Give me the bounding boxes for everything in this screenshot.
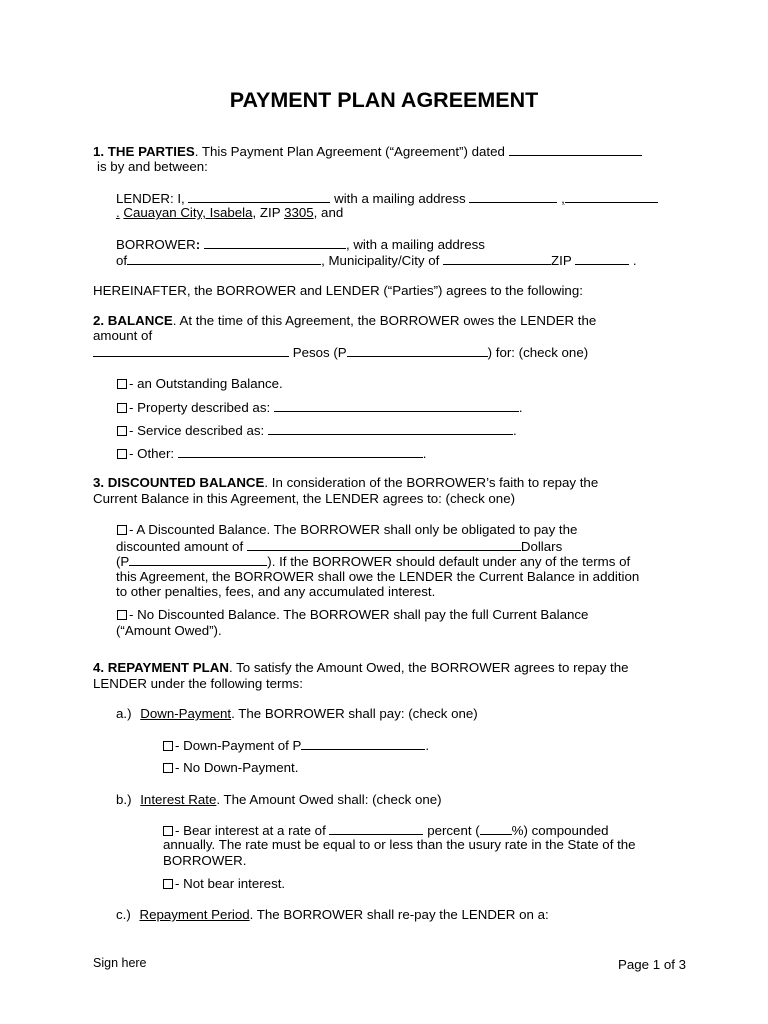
discounted-option-a-line-4: this Agreement, the BORROWER shall owe the LENDER the Current Balance in addition — [116, 569, 640, 584]
checkbox-other[interactable] — [117, 449, 127, 459]
discounted-option-a-line-5: to other penalties, fees, and any accumulated interest. — [116, 584, 436, 599]
balance-amount-words-blank[interactable] — [93, 344, 289, 357]
borrower-name-blank[interactable] — [204, 236, 346, 249]
borrower-zip-blank[interactable] — [575, 252, 629, 265]
lender-address-blank[interactable] — [469, 190, 557, 203]
sign-here-label[interactable]: Sign here — [93, 956, 147, 970]
balance-amount-number-blank[interactable] — [347, 344, 488, 357]
checkbox-no-discounted-balance[interactable] — [117, 610, 127, 620]
discounted-option-a-line-2: discounted amount of Dollars — [116, 539, 563, 554]
checkbox-outstanding-balance[interactable] — [117, 379, 127, 389]
borrower-line-1: BORROWER: , with a mailing address — [116, 237, 485, 252]
discounted-heading: 3. DISCOUNTED BALANCE — [93, 475, 265, 490]
interest-percent-blank[interactable] — [480, 822, 512, 835]
repayment-a-option-1[interactable]: - Down-Payment of P . — [163, 737, 429, 754]
lender-line-1: LENDER: I, with a mailing address , — [116, 190, 658, 207]
repayment-heading: 4. REPAYMENT PLAN — [93, 660, 229, 675]
other-description-blank[interactable] — [178, 445, 423, 458]
lender-name-blank[interactable] — [188, 190, 330, 203]
repayment-line-1: 4. REPAYMENT PLAN. To satisfy the Amount Owed, the BORROWER agrees to repay the — [93, 660, 629, 675]
checkbox-down-payment[interactable] — [163, 741, 173, 751]
borrower-address-blank[interactable] — [127, 252, 321, 265]
repayment-b-option-2[interactable]: - Not bear interest. — [163, 876, 285, 892]
balance-option-service[interactable]: - Service described as: . — [117, 422, 517, 439]
checkbox-no-down-payment[interactable] — [163, 763, 173, 773]
service-description-blank[interactable] — [268, 422, 513, 435]
discounted-amount-words-blank[interactable] — [247, 538, 521, 551]
discounted-option-a-line-1[interactable]: - A Discounted Balance. The BORROWER shall only be obligated to pay the — [117, 522, 577, 538]
repayment-b-heading: b.) Interest Rate. The Amount Owed shall: (check one) — [116, 792, 442, 807]
repayment-a-heading: a.) Down-Payment. The BORROWER shall pay: (check one) — [116, 706, 478, 721]
borrower-line-2: of , Municipality/City of ZIP . — [116, 253, 637, 268]
checkbox-bear-interest[interactable] — [163, 826, 173, 836]
checkbox-discounted-balance[interactable] — [117, 525, 127, 535]
discounted-option-b-line-2: (“Amount Owed”). — [116, 623, 222, 638]
repayment-b-option-1-line-1[interactable]: - Bear interest at a rate of percent ( %) compounded — [163, 822, 609, 839]
checkbox-property[interactable] — [117, 403, 127, 413]
discounted-amount-number-blank[interactable] — [129, 553, 267, 566]
checkbox-not-bear-interest[interactable] — [163, 879, 173, 889]
checkbox-service[interactable] — [117, 426, 127, 436]
balance-heading: 2. BALANCE — [93, 313, 173, 328]
parties-line-2: is by and between: — [97, 159, 208, 174]
property-description-blank[interactable] — [274, 399, 519, 412]
balance-line-3: Pesos (P ) for: (check one) — [93, 344, 588, 361]
discounted-line-1: 3. DISCOUNTED BALANCE. In consideration of the BORROWER’s faith to repay the — [93, 475, 599, 490]
lender-line-2: . Cauayan City, Isabela, ZIP 3305, and — [116, 205, 344, 220]
down-payment-amount-blank[interactable] — [301, 737, 425, 750]
repayment-c-heading: c.) Repayment Period. The BORROWER shall re-pay the LENDER on a: — [116, 907, 549, 922]
interest-rate-blank[interactable] — [329, 822, 423, 835]
lender-address-blank-2[interactable] — [565, 190, 658, 203]
parties-line-1: 1. THE PARTIES. This Payment Plan Agreement (“Agreement”) dated — [93, 143, 642, 160]
agreement-date-blank[interactable] — [509, 143, 642, 156]
parties-heading: 1. THE PARTIES — [93, 144, 195, 159]
repayment-b-option-1-line-2: annually. The rate must be equal to or less than the usury rate in the State of the — [163, 837, 636, 852]
balance-option-outstanding[interactable]: - an Outstanding Balance. — [117, 376, 283, 392]
discounted-option-b-line-1[interactable]: - No Discounted Balance. The BORROWER shall pay the full Current Balance — [117, 607, 588, 623]
borrower-city-blank[interactable] — [443, 252, 551, 265]
balance-option-property[interactable]: - Property described as: . — [117, 399, 523, 416]
document-title: PAYMENT PLAN AGREEMENT — [229, 88, 539, 112]
repayment-a-option-2[interactable]: - No Down-Payment. — [163, 760, 298, 776]
balance-line-2: amount of — [93, 328, 153, 343]
balance-option-other[interactable]: - Other: . — [117, 445, 426, 462]
lender-zip: 3305 — [284, 205, 314, 220]
balance-line-1: 2. BALANCE. At the time of this Agreement, the BORROWER owes the LENDER the — [93, 313, 597, 328]
discounted-line-2: Current Balance in this Agreement, the LENDER agrees to: (check one) — [93, 491, 516, 506]
discounted-option-a-line-3: (P ). If the BORROWER should default under any of the terms of — [116, 554, 631, 569]
lender-city: Cauayan City, Isabela — [123, 205, 253, 220]
hereinafter-text: HEREINAFTER, the BORROWER and LENDER (“Parties”) agrees to the following: — [93, 283, 583, 298]
repayment-b-option-1-line-3: BORROWER. — [163, 853, 247, 868]
repayment-line-2: LENDER under the following terms: — [93, 676, 303, 691]
page-number: Page 1 of 3 — [618, 957, 687, 972]
